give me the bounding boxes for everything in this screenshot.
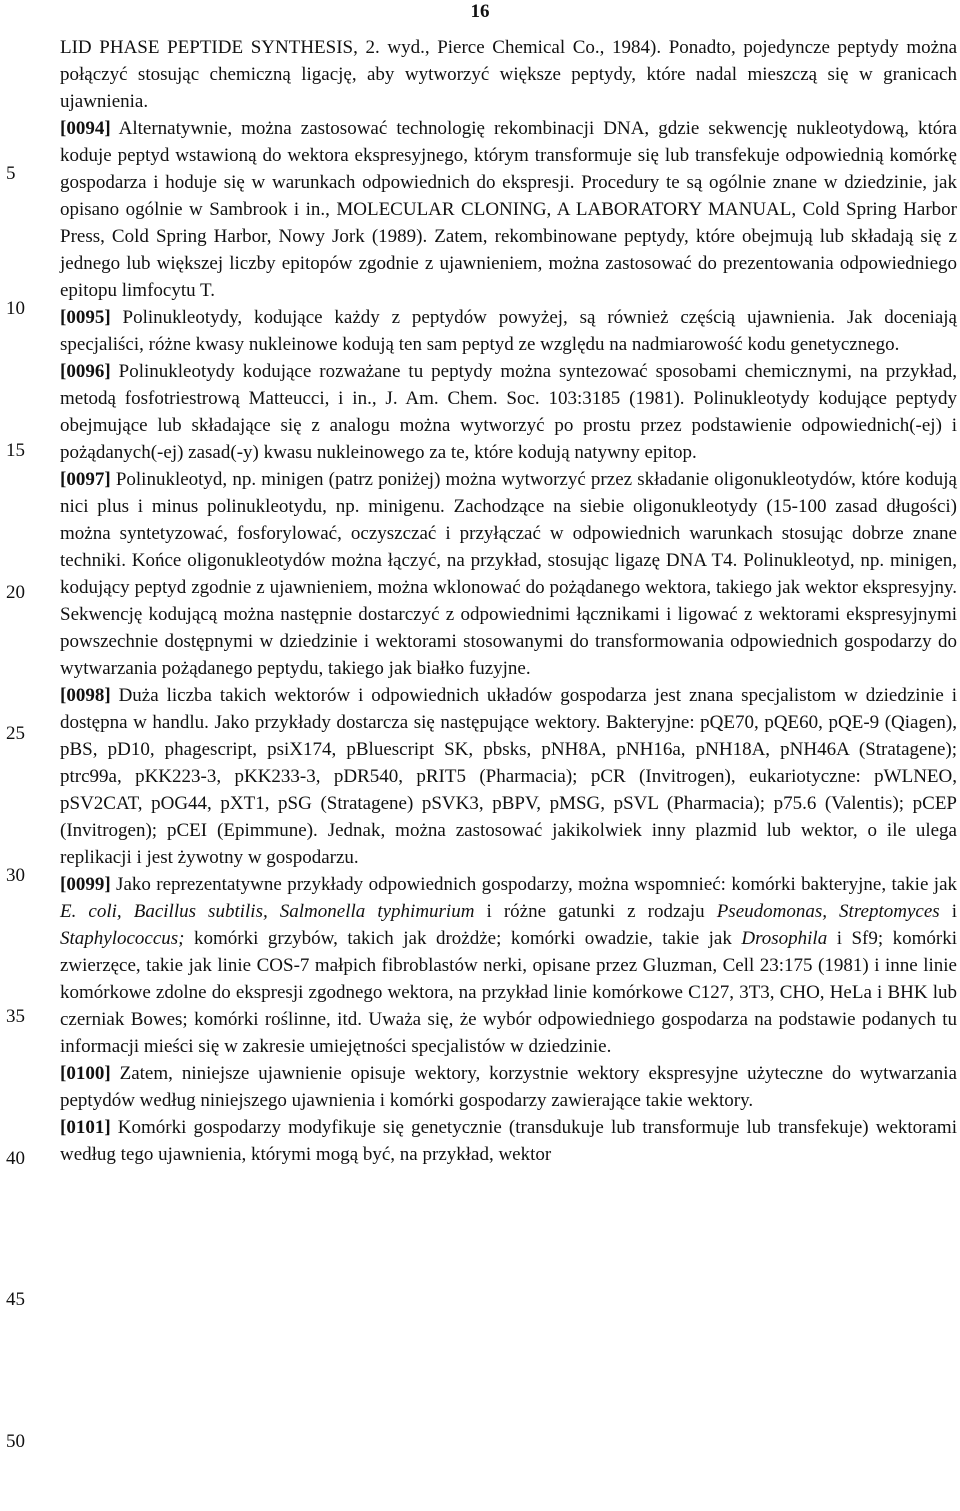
line-number: 5 [6,163,16,184]
paragraph-id: [0099] [60,873,111,895]
paragraph-text: Komórki gospodarzy modyfikuje się genetycznie (transdukuje lub transformuje lub transfekuje) wektorami według tego ujawnienia, którymi mogą być, na przykład, wektor [60,1116,957,1165]
paragraph-0097 [60,466,957,682]
line-number: 25 [6,723,25,744]
species-names: E. coli, Bacillus subtilis, Salmonella typhimurium [60,900,475,922]
genus-names: Pseudomonas, Streptomyces [716,900,940,922]
paragraph-id: [0094] [60,117,111,139]
paragraph-id: [0101] [60,1116,111,1138]
paragraph-0096 [60,358,957,466]
line-number: 35 [6,1006,25,1027]
line-number: 30 [6,865,25,886]
line-number: 10 [6,298,25,319]
paragraph-id: [0097] [60,468,111,490]
text-segment: i Sf9; komórki zwierzęce, takie jak linie COS-7 małpich fibroblastów nerki, opisane przez Gluzman, Cell 23:175 (1981) i inne linie komórkowe zdolne do ekspresji zgodnego wektora, na przykład linie komórkowe C127, 3T3, CHO, HeLa i BHK lub czerniak Bowes; komórki roślinne, itd. Uważa się, że wybór odpowiedniego gospodarza na podstawie podanych tu informacji mieści się w zakresie umiejętności specjalistów w dziedzinie. [60,927,958,1057]
paragraph-id: [0098] [60,684,111,706]
paragraph-id: [0100] [60,1062,111,1084]
paragraph-continuation [60,34,957,115]
paragraph-0094 [60,115,957,304]
paragraph-text: Zatem, niniejsze ujawnienie opisuje wektory, korzystnie wektory ekspresyjne użyteczne do wytwarzania peptydów według niniejszego ujawnienia i komórki gospodarzy zawierające takie wektory. [60,1062,957,1111]
paragraph-id: [0095] [60,306,111,328]
document-body [60,34,957,1168]
line-number-gutter [0,0,42,1511]
paragraph-id: [0096] [60,360,111,382]
text-segment: Jako reprezentatywne przykłady odpowiednich gospodarzy, można wspomnieć: komórki bakteryjne, takie jak [110,873,957,895]
paragraph-0098 [60,682,957,871]
paragraph-text: Alternatywnie, można zastosować technologię rekombinacji DNA, gdzie sekwencję nukleotydową, która koduje peptyd wstawioną do wektora ekspresyjnego, którym transformuje się lub transfekuje odpowiednią komórkę gospodarza i hoduje się w warunkach odpowiednich do ekspresji. Procedury te są ogólnie znane w dziedzinie, jak opisano ogólnie w Sambrook i in., MOLECULAR CLONING, A LABORATORY MANUAL, Cold Spring Harbor Press, Cold Spring Harbor, Nowy Jork (1989). Zatem, rekombinowane peptydy, które obejmują lub składają się z jednego lub większej liczby epitopów zgodnie z ujawnieniem, można zastosować do prezentowania odpowiedniego epitopu limfocytu T. [60,117,957,301]
paragraph-text: LID PHASE PEPTIDE SYNTHESIS, 2. wyd., Pierce Chemical Co., 1984). Ponadto, pojedyncze peptydy można połączyć stosując chemiczną ligację, aby wytworzyć większe peptydy, które nadal mieszczą się w granicach ujawnienia. [60,36,957,112]
text-segment: i różne gatunki z rodzaju [474,900,717,922]
line-number: 45 [6,1289,25,1310]
genus-name: Staphylococcus; [60,927,185,949]
genus-name: Drosophila [741,927,828,949]
paragraph-text: Polinukleotydy kodujące rozważane tu peptydy można syntezować sposobami chemicznymi, na przykład, metodą fosfotriestrową Matteucci, i in., J. Am. Chem. Soc. 103:3185 (1981). Polinukleotydy kodujące peptydy obejmujące lub składające się z analogu można wytworzyć po prostu przez podstawienie odpowiednich(-ej) i pożądanych(-ej) zasad(-y) kwasu nukleinowego za te, które kodują natywny epitop. [60,360,957,463]
paragraph-0095 [60,304,957,358]
paragraph-text: Polinukleotyd, np. minigen (patrz poniżej) można wytworzyć przez składanie oligonukleotydów, które kodują nici plus i minus polinukleotydu, np. minigenu. Zachodzące na siebie oligonukleotydy (15-100 zasad długości) można syntetyzować, fosforylować, oczyszczać i przyłączać w odpowiednich warunkach stosując dobrze znane techniki. Końce oligonukleotydów można łączyć, na przykład, stosując ligazę DNA T4. Polinukleotyd, np. minigen, kodujący peptyd zgodnie z ujawnieniem, można wklonować do pożądanego wektora, takiego jak wektor ekspresyjny. Sekwencję kodującą można następnie dostarczyć z odpowiednimi łącznikami i ligować z wektorami ekspresyjnymi powszechnie dostępnymi w dziedzinie i wektorami stosowanymi do transformowania odpowiednich gospodarzy do wytwarzania pożądanego peptydu, takiego jak białko fuzyjne. [60,468,957,679]
page-number: 16 [470,1,490,22]
line-number: 40 [6,1148,25,1169]
line-number: 15 [6,440,25,461]
paragraph-text: Polinukleotydy, kodujące każdy z peptydów powyżej, są również częścią ujawnienia. Jak doceniają specjaliści, różne kwasy nukleinowe kodują ten sam peptyd ze względu na nadmiarowość kodu genetycznego. [60,306,957,355]
line-number: 50 [6,1431,25,1452]
line-number: 20 [6,582,25,603]
paragraph-0100 [60,1060,957,1114]
paragraph-0099 [60,871,957,1060]
paragraph-text: Duża liczba takich wektorów i odpowiednich układów gospodarza jest znana specjalistom w dziedzinie i dostępna w handlu. Jako przykłady dostarcza się następujące wektory. Bakteryjne: pQE70, pQE60, pQE-9 (Qiagen), pBS, pD10, phagescript, psiX174, pBluescript SK, pbsks, pNH8A, pNH16a, pNH18A, pNH46A (Stratagene); ptrc99a, pKK223-3, pKK233-3, pDR540, pRIT5 (Pharmacia); pCR (Invitrogen), eukariotyczne: pWLNEO, pSV2CAT, pOG44, pXT1, pSG (Stratagene) pSVK3, pBPV, pMSG, pSVL (Pharmacia); p75.6 (Valentis); pCEP (Invitrogen); pCEI (Epimmune). Jednak, można zastosować jakikolwiek inny plazmid lub wektor, o ile ulega replikacji i jest żywotny w gospodarzu. [60,684,957,868]
paragraph-0101 [60,1114,957,1168]
text-segment: i [939,900,957,922]
text-segment: komórki grzybów, takich jak drożdże; komórki owadzie, takie jak [184,927,742,949]
